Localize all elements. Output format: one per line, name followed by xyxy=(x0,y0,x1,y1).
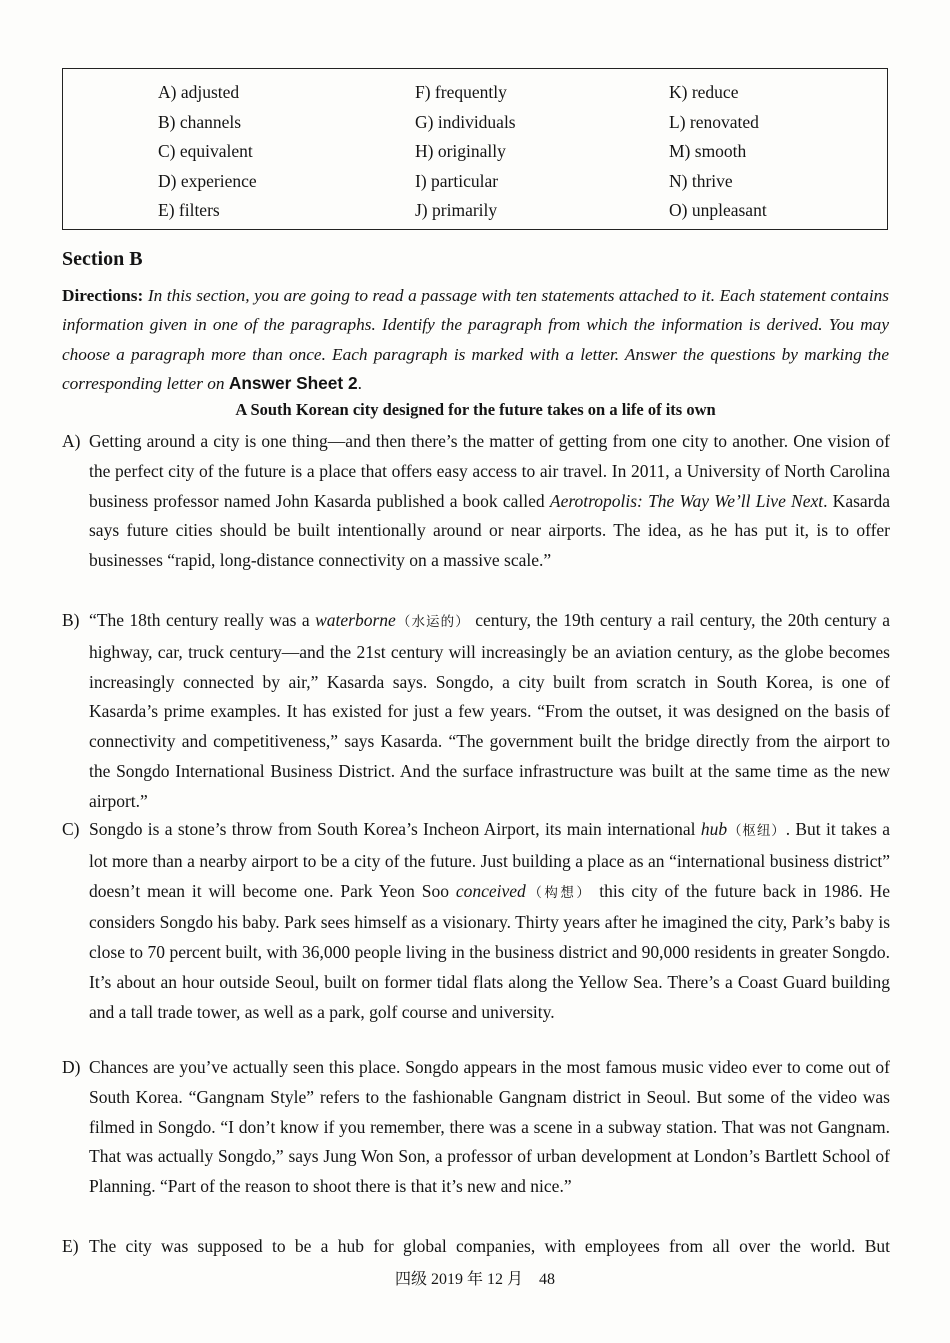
word-option: M) smooth xyxy=(669,141,747,161)
paragraph-e xyxy=(62,1232,890,1262)
word-option: C) equivalent xyxy=(158,141,253,161)
paragraph-body xyxy=(89,427,890,576)
paragraph-a xyxy=(62,427,890,576)
word-option: G) individuals xyxy=(415,111,516,132)
word-option: K) reduce xyxy=(669,82,739,102)
word-option: H) originally xyxy=(415,141,506,161)
word-option: L) renovated xyxy=(669,111,759,132)
chinese-gloss: （水运的） xyxy=(395,614,470,630)
paragraph-text: this city of the future back in 1986. He considers Songdo his baby. Park sees himself as a visionary. Thirty years after he imagined the city, Park’s baby is close to 70 percent built, with 36,000 people living in the business district and 90,000 residents in greater Songdo. It’s about an hour outside Seoul, built on former tidal flats along the Yellow Sea. There’s a Coast Guard building and a tall trade tower, as well as a park, golf course and university. xyxy=(89,880,890,1022)
directions-text: In this section, you are going to read a passage with ten statements attached to it. Each statement contains information given in one of the paragraphs. Identify the paragraph from which the information is derived. You may choose a paragraph more than once. Each paragraph is marked with a letter. Answer the questions by marking the corresponding letter on xyxy=(62,286,889,394)
paragraph-body xyxy=(89,606,890,817)
word-option: I) particular xyxy=(415,170,499,191)
word-option: N) thrive xyxy=(669,170,733,191)
paragraph-body xyxy=(89,815,890,1028)
passage-title: A South Korean city designed for the future takes on a life of its own xyxy=(235,400,716,419)
section-title: Section B xyxy=(62,248,143,270)
paragraph-letter: B) xyxy=(62,610,80,630)
word-option: F) frequently xyxy=(415,82,507,102)
answer-sheet-label: Answer Sheet 2 xyxy=(228,373,358,394)
word-option: O) unpleasant xyxy=(669,200,767,220)
book-title: Aerotropolis: The Way We’ll Live Next xyxy=(549,490,824,511)
directions xyxy=(62,281,889,399)
directions-label: Directions: xyxy=(62,286,144,305)
paragraph-text: . Kasarda says future cities should be built intentionally around or near airports. The idea, as he has put it, is to offer businesses “rapid, long-distance connectivity on a massive scale.” xyxy=(89,490,891,571)
paragraph-body: Chances are you’ve actually seen this place. Songdo appears in the most famous music video ever to come out of South Korea. “Gangnam Style” refers to the fashionable Gangnam district in Seoul. But some of the video was filmed in Songdo. “I don’t know if you remember, there was a scene in a subway station. That was not Gangnam. That was actually Songdo,” says Jung Won Son, a professor of urban development at London’s Bartlett School of Planning. “Part of the reason to shoot there is that it’s new and nice.” xyxy=(89,1057,890,1197)
chinese-gloss: （枢纽） xyxy=(727,823,786,839)
paragraph-d xyxy=(62,1053,890,1202)
paragraph-letter: D) xyxy=(62,1057,81,1077)
paragraph-letter: A) xyxy=(62,431,81,451)
paragraph-text: Songdo is a stone’s throw from South Korea’s Incheon Airport, its main international xyxy=(89,819,701,839)
glossed-term: hub xyxy=(700,819,728,839)
paragraph-text: century, the 19th century a rail century, the 20th century a highway, car, truck century—and the 21st century will increasingly be an aviation century, as the globe becomes increasingly connected by air,” Kasarda says. Songdo, a city built from scratch in South Korea, is one of Kasarda’s prime examples. It has existed for just a few years. “From the outset, it was designed on the basis of connectivity and competitiveness,” says Kasarda. “The government built the bridge directly from the airport to the Songdo International Business District. And the surface infrastructure was built at the same time as the new airport.” xyxy=(89,610,890,811)
paragraph-text: . But it takes a lot more than a nearby airport to be a city of the future. Just building a place as an “international business district” doesn’t mean it will become one. Park Yeon Soo xyxy=(89,819,891,901)
paragraph-text: Getting around a city is one thing—and then there’s the matter of getting from one city to another. One vision of the perfect city of the future is a place that offers easy access to air travel. In 2011, a University of North Carolina business professor named John Kasarda published a book called xyxy=(89,431,890,511)
paragraph-letter: E) xyxy=(62,1236,79,1256)
paragraph-letter: C) xyxy=(62,819,80,839)
paragraph-body: The city was supposed to be a hub for global companies, with employees from all over the world. But xyxy=(89,1236,890,1256)
chinese-gloss: （构想） xyxy=(525,884,593,901)
glossed-term: waterborne xyxy=(315,610,396,630)
word-option: D) experience xyxy=(158,170,257,191)
directions-end: . xyxy=(357,374,362,394)
paragraph-b xyxy=(62,606,890,817)
word-bank-box xyxy=(62,68,888,230)
word-option: A) adjusted xyxy=(158,82,240,102)
word-option: B) channels xyxy=(158,111,242,132)
word-bank-column-3 xyxy=(669,78,767,226)
word-bank-column-1 xyxy=(158,78,257,226)
word-bank-column-2 xyxy=(415,78,516,226)
word-option: E) filters xyxy=(158,200,220,220)
paragraph-c xyxy=(62,815,890,1028)
word-option: J) primarily xyxy=(415,200,498,220)
paragraph-text: “The 18th century really was a xyxy=(89,610,316,630)
page-footer: 四级 2019 年 12 月 48 xyxy=(394,1271,555,1288)
glossed-term: conceived xyxy=(455,880,526,901)
